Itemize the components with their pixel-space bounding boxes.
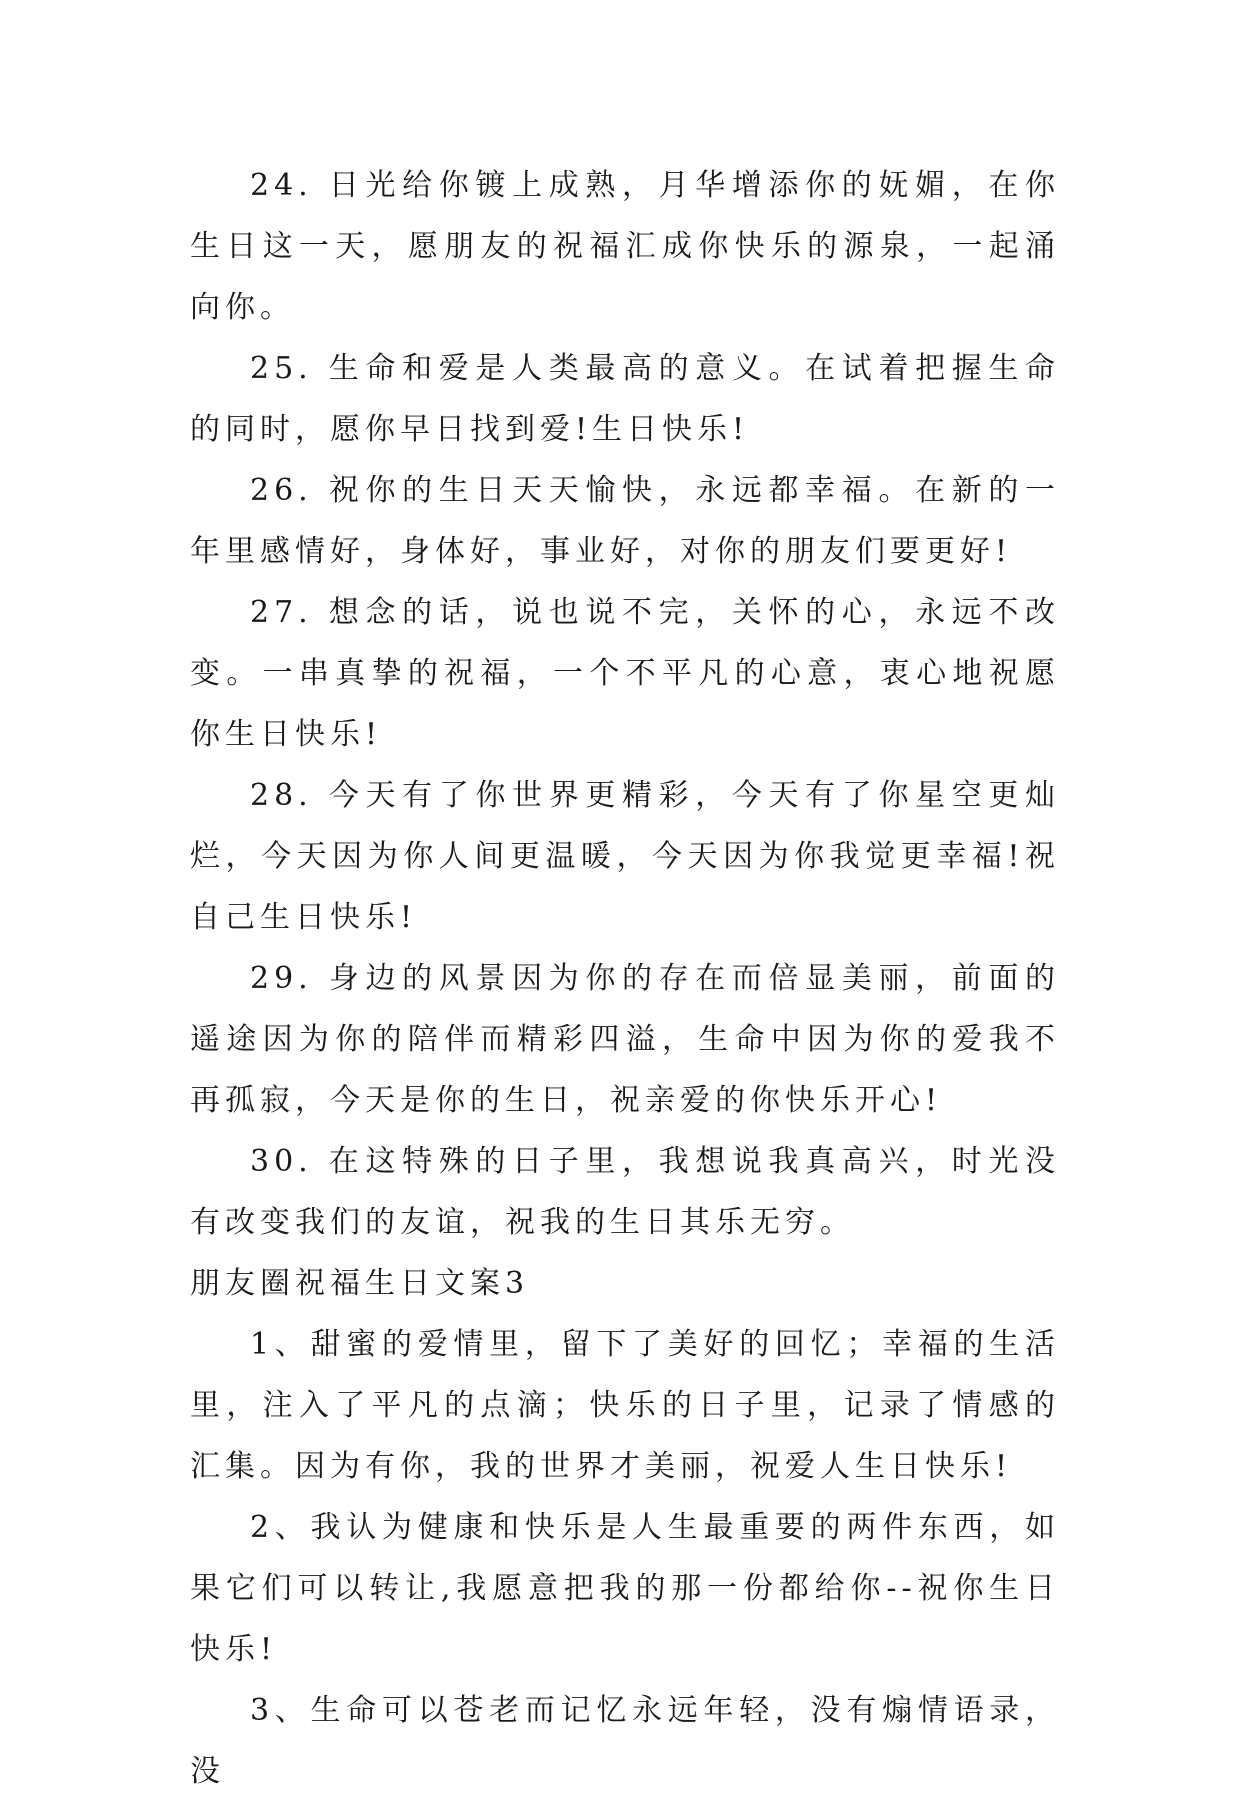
paragraph-26: 26. 祝你的生日天天愉快，永远都幸福。在新的一年里感情好，身体好，事业好，对你的朋友们要更好! [190,473,1060,569]
section-heading: 朋友圈祝福生日文案3 [190,1266,530,1301]
document-body [190,155,1060,1802]
paragraph-3: 3、生命可以苍老而记忆永远年轻，没有煽情语录，没 [190,1693,1060,1789]
paragraph-28: 28. 今天有了你世界更精彩，今天有了你星空更灿烂，今天因为你人间更温暖，今天因为你我觉更幸福!祝自己生日快乐! [190,778,1060,935]
paragraph-1: 1、甜蜜的爱情里，留下了美好的回忆；幸福的生活里，注入了平凡的点滴；快乐的日子里，记录了情感的汇集。因为有你，我的世界才美丽，祝爱人生日快乐! [190,1327,1060,1484]
paragraph-2: 2、我认为健康和快乐是人生最重要的两件东西，如果它们可以转让,我愿意把我的那一份都给你--祝你生日快乐! [190,1510,1060,1667]
paragraph-25: 25. 生命和爱是人类最高的意义。在试着把握生命的同时，愿你早日找到爱!生日快乐! [190,351,1060,447]
paragraph-27: 27. 想念的话，说也说不完，关怀的心，永远不改变。一串真挚的祝福，一个不平凡的心意，衷心地祝愿你生日快乐! [190,595,1060,752]
paragraph-29: 29. 身边的风景因为你的存在而倍显美丽，前面的遥途因为你的陪伴而精彩四溢，生命中因为你的爱我不再孤寂，今天是你的生日，祝亲爱的你快乐开心! [190,961,1060,1118]
paragraph-24: 24. 日光给你镀上成熟，月华增添你的妩媚，在你生日这一天，愿朋友的祝福汇成你快乐的源泉，一起涌向你。 [190,168,1060,325]
paragraph-30: 30. 在这特殊的日子里，我想说我真高兴，时光没有改变我们的友谊，祝我的生日其乐无穷。 [190,1144,1060,1240]
